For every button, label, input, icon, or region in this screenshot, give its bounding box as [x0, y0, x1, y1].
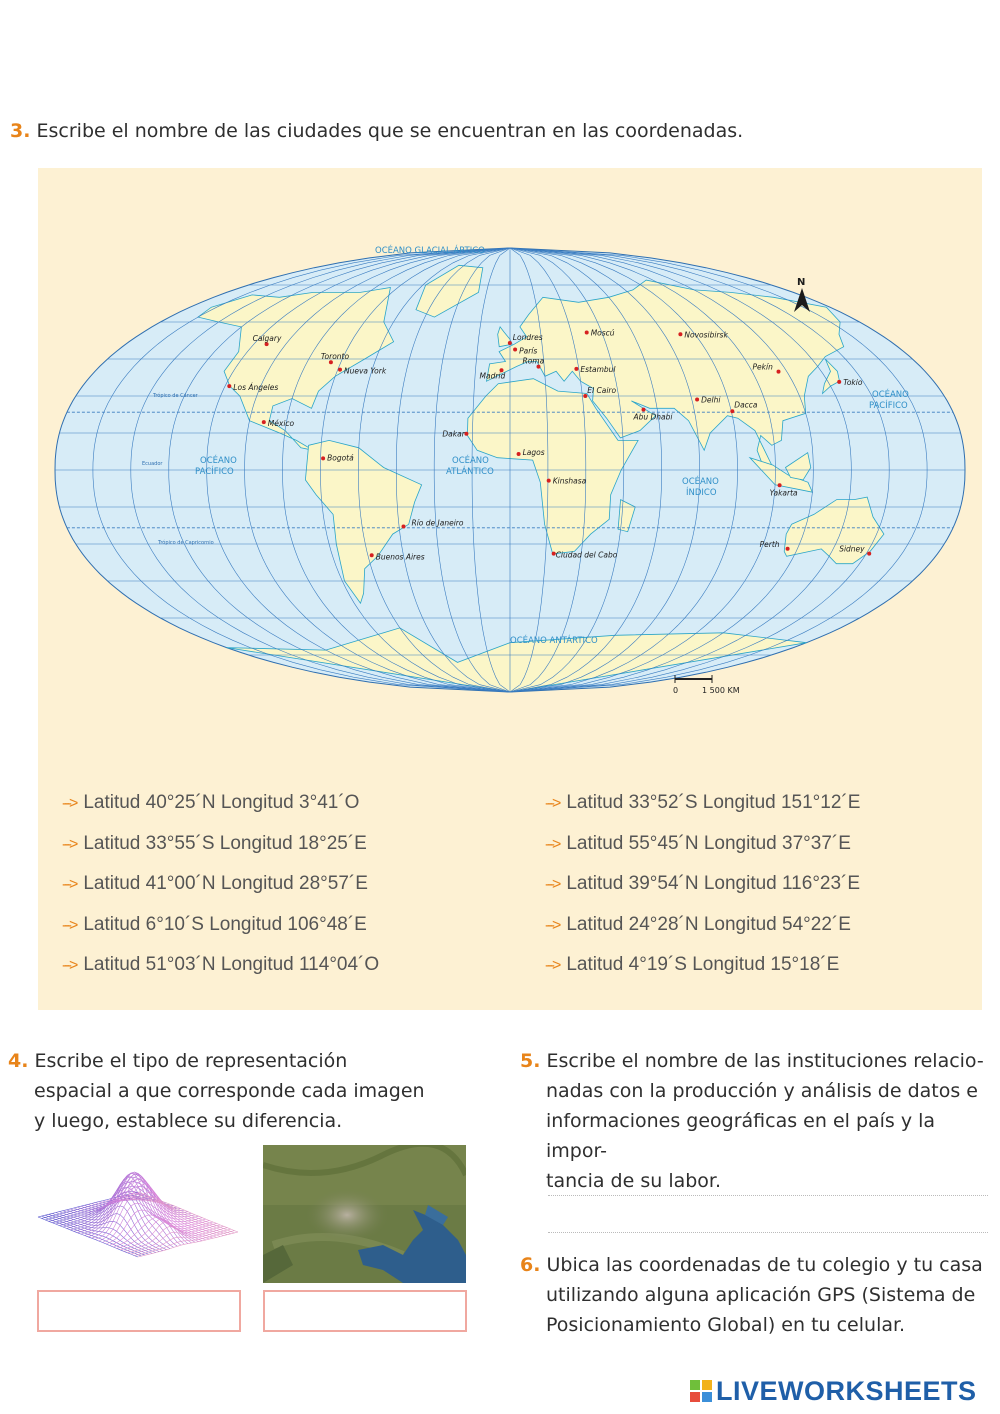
coordinate-text: Latitud 40°25´N Longitud 3°41´O — [83, 792, 360, 813]
city-label: Perth — [759, 539, 780, 549]
brand-logo — [690, 1376, 977, 1407]
arrow-icon: ---> — [545, 957, 559, 975]
surface-line — [127, 1228, 227, 1253]
city-marker — [867, 552, 871, 556]
coordinate-text: Latitud 51°03´N Longitud 114°04´O — [83, 954, 380, 976]
city-label: Nueva York — [344, 366, 387, 376]
scale-zero: 0 — [673, 686, 679, 695]
label-equator: Ecuador — [142, 461, 163, 467]
ocean-label-indian-2: ÍNDICO — [686, 488, 717, 498]
ocean-label-pacific-east: OCÉANO — [872, 390, 909, 400]
city-label: Madrid — [479, 371, 506, 381]
coordinate-item — [545, 945, 860, 986]
answer-line-1[interactable] — [548, 1195, 988, 1196]
city-marker — [777, 370, 781, 374]
city-marker — [227, 384, 231, 388]
coordinate-item — [545, 864, 860, 905]
question-5 — [520, 1046, 990, 1196]
city-label: Dacca — [734, 400, 758, 410]
ocean-label-antarctic: OCÉANO ANTÁRTICO — [510, 636, 598, 646]
arrow-icon: ---> — [545, 795, 559, 812]
coordinate-item — [62, 864, 379, 905]
answer-box-image-2[interactable] — [263, 1290, 467, 1332]
surface-line — [120, 1196, 220, 1236]
city-label: Roma — [522, 356, 545, 366]
surface-line — [134, 1193, 234, 1233]
surface-line — [124, 1196, 224, 1236]
coordinates-right-column — [545, 783, 860, 986]
question-3 — [10, 116, 970, 146]
city-label: Lagos — [522, 448, 545, 457]
ocean-label-pacific-west: OCÉANO — [200, 456, 237, 466]
coordinate-item — [545, 905, 860, 946]
city-marker — [464, 432, 468, 436]
question-6 — [520, 1250, 990, 1340]
city-label: Toronto — [320, 352, 350, 362]
ocean-label-atlantic: OCÉANO — [452, 456, 489, 466]
city-label: Calgary — [252, 334, 282, 344]
city-label: Tokio — [843, 377, 863, 387]
question-text-line: Ubica las coordenadas de tu colegio y tu casa — [546, 1254, 983, 1276]
city-label: Kinshasa — [552, 476, 587, 486]
answer-box-image-1[interactable] — [37, 1290, 241, 1332]
surface-line — [84, 1174, 184, 1235]
city-marker — [730, 409, 734, 413]
city-label: Moscú — [590, 328, 615, 338]
coordinates-left-column — [62, 783, 379, 986]
answer-line-2[interactable] — [548, 1232, 988, 1233]
satellite-image — [263, 1145, 466, 1283]
city-label: Novosibirsk — [684, 330, 728, 340]
question-number: 6. — [520, 1254, 541, 1276]
ocean-label-pacific-west-2: PACÍFICO — [195, 467, 234, 477]
question-text-line: Escribe el tipo de representación — [34, 1050, 348, 1072]
city-label: Río de Janeiro — [411, 518, 464, 528]
question-number: 4. — [8, 1050, 29, 1072]
liveworksheets-logo-icon — [690, 1380, 712, 1402]
question-text: Escribe el nombre de las ciudades que se encuentran en las coordenadas. — [36, 120, 744, 142]
coordinate-text: Latitud 6°10´S Longitud 106°48´E — [83, 913, 367, 935]
world-map — [50, 225, 970, 715]
city-label: Estambul — [580, 364, 616, 374]
coordinate-item — [545, 824, 860, 865]
city-marker — [321, 456, 325, 460]
coordinate-item — [62, 824, 379, 865]
city-marker — [678, 332, 682, 336]
coordinate-text: Latitud 41°00´N Longitud 28°57´E — [83, 873, 368, 895]
question-text-line: y luego, establece su diferencia. — [34, 1110, 343, 1132]
city-marker — [574, 367, 578, 371]
label-tropic-cancer: Trópico de Cáncer — [153, 393, 198, 399]
city-label: Sidney — [839, 544, 865, 554]
ocean-label-glacial: OCÉANO GLACIAL ÁRTICO — [375, 246, 485, 256]
scale-bar — [673, 675, 740, 695]
ocean-label-indian: OCÉANO — [682, 477, 719, 487]
city-label: Abu Dhabi — [633, 412, 673, 422]
city-label: Ciudad del Cabo — [555, 550, 618, 560]
question-text-line: informaciones geográficas en el país y la impor- — [546, 1110, 936, 1162]
question-text-line: espacial a que corresponde cada imagen — [34, 1080, 425, 1102]
question-number: 3. — [10, 120, 31, 142]
coordinate-text: Latitud 4°19´S Longitud 15°18´E — [566, 954, 840, 976]
question-text-line: utilizando alguna aplicación GPS (Sistema de — [546, 1284, 976, 1306]
surface-line — [102, 1178, 202, 1241]
arrow-icon: ---> — [62, 795, 76, 812]
north-label: N — [797, 277, 806, 288]
city-marker — [642, 408, 646, 412]
coordinate-item — [62, 905, 379, 946]
coordinate-text: Latitud 33°55´S Longitud 18°25´E — [83, 832, 367, 854]
label-tropic-capricorn: Trópico de Capricornio — [158, 540, 214, 546]
arrow-icon: ---> — [545, 916, 559, 934]
city-label: París — [519, 346, 538, 356]
ocean-label-pacific-east-2: PACÍFICO — [869, 401, 908, 411]
city-label: Los Ángeles — [233, 383, 279, 393]
question-text-line: tancia de su labor. — [546, 1170, 722, 1192]
question-4 — [8, 1046, 428, 1136]
city-marker — [695, 398, 699, 402]
scale-km: 1 500 KM — [702, 686, 740, 695]
city-marker — [513, 348, 517, 352]
ocean-label-atlantic-2: ATLÁNTICO — [446, 467, 494, 477]
arrow-icon: ---> — [545, 835, 559, 853]
question-text-line: Escribe el nombre de las instituciones relacio- — [546, 1050, 984, 1072]
question-number: 5. — [520, 1050, 541, 1072]
coordinate-text: Latitud 33°52´S Longitud 151°12´E — [566, 792, 861, 813]
city-label: México — [267, 419, 295, 429]
city-marker — [508, 341, 512, 345]
surface-line — [45, 1215, 145, 1255]
3d-surface-image — [35, 1155, 241, 1280]
question-text-line: nadas con la producción y análisis de datos e — [546, 1080, 978, 1102]
coordinate-item — [545, 783, 860, 824]
arrow-icon: ---> — [62, 835, 76, 853]
city-marker — [517, 452, 521, 456]
city-label: Bogotá — [327, 453, 354, 463]
coordinate-text: Latitud 24°28´N Longitud 54°22´E — [566, 913, 851, 935]
city-marker — [778, 483, 782, 487]
city-label: Pekín — [752, 362, 773, 372]
coordinate-item — [62, 783, 379, 824]
question-text-line: Posicionamiento Global) en tu celular. — [546, 1314, 906, 1336]
city-marker — [837, 380, 841, 384]
city-label: El Cairo — [587, 386, 617, 395]
city-marker — [262, 420, 266, 424]
city-label: Dakar — [442, 429, 465, 439]
coordinate-text: Latitud 39°54´N Longitud 116°23´E — [566, 873, 861, 895]
arrow-icon: ---> — [545, 876, 559, 894]
city-marker — [338, 368, 342, 372]
city-label: Londres — [512, 333, 543, 342]
city-label: Yakarta — [769, 488, 798, 498]
arrow-icon: ---> — [62, 876, 76, 894]
city-marker — [786, 547, 790, 551]
coordinate-item — [62, 945, 379, 986]
brand-name: LIVEWORKSHEETS — [716, 1376, 977, 1406]
city-label: Delhi — [701, 395, 721, 405]
city-marker — [585, 331, 589, 335]
arrow-icon: ---> — [62, 957, 76, 975]
arrow-icon: ---> — [62, 916, 76, 934]
city-marker — [547, 479, 551, 483]
city-marker — [402, 525, 406, 529]
city-label: Buenos Aires — [375, 552, 425, 562]
city-marker — [370, 553, 374, 557]
coordinate-text: Latitud 55°45´N Longitud 37°37´E — [566, 832, 851, 854]
